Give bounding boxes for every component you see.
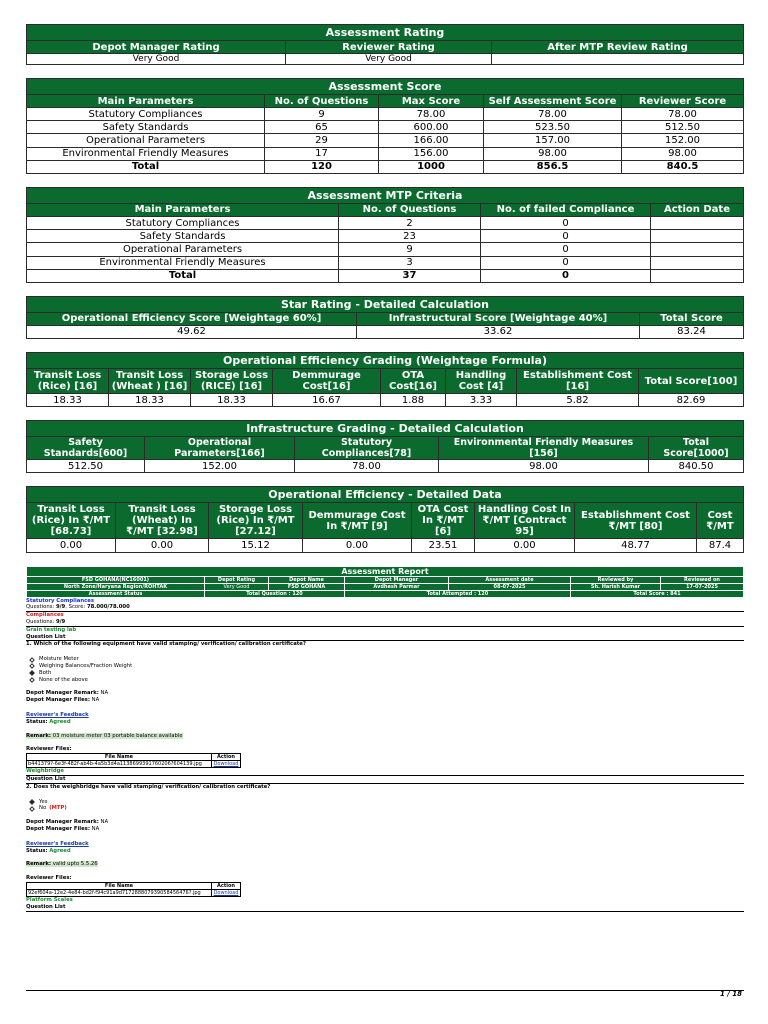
answer-options: [26, 799, 744, 813]
cell: 23.51: [412, 539, 475, 552]
cell: 87.4: [697, 539, 744, 552]
column-header: After MTP Review Rating: [492, 41, 744, 54]
reviewers-feedback-link[interactable]: Reviewer's Feedback: [26, 840, 89, 847]
option-label: Weighing Balances/Fraction Weight: [39, 663, 133, 669]
assessment-rating-table: [26, 24, 744, 65]
report-body: [26, 598, 744, 912]
cell: 0.00: [475, 539, 575, 552]
column-header: Reviewed on: [661, 576, 744, 583]
operational-detailed-data-table: [26, 486, 744, 552]
reviewer-files-table: [26, 882, 241, 897]
cell: 9: [339, 243, 481, 256]
download-link[interactable]: Download: [213, 889, 239, 896]
table-row: [27, 230, 744, 243]
option-label: Both: [39, 669, 52, 676]
column-header: Assessment date: [449, 576, 571, 583]
cell: 600.00: [379, 121, 484, 134]
mtp-tag: (MTP): [49, 805, 67, 812]
question-list-label: Question List: [26, 776, 744, 784]
file-name: b441379?-6e3f-482f-ab4b-4a5b3d4a1138699391760206?604139.jpg: [27, 761, 212, 768]
cell: [651, 269, 744, 282]
cell: 16.67: [273, 394, 381, 407]
cell: Safety Standards: [27, 230, 339, 243]
depot-manager-files: [26, 697, 744, 704]
depot-manager-files: [26, 826, 744, 833]
question-list-label: Question List: [26, 904, 744, 912]
cell: 840.50: [649, 460, 744, 473]
cell: 98.00: [439, 460, 649, 473]
section-heading: Statutory Compliances: [26, 597, 95, 604]
radio-icon: [29, 677, 35, 683]
label: Status:: [26, 718, 48, 725]
cell: 23: [339, 230, 481, 243]
column-header: Operational Parameters[166]: [145, 437, 295, 460]
total-score: Total Score : 841: [571, 590, 744, 597]
group-heading: Grain testing lab: [26, 626, 77, 633]
cell: 166.00: [379, 134, 484, 147]
answer-options: [26, 656, 744, 683]
region-path: North Zone/Haryana Region/ROHTAK: [27, 583, 205, 590]
option-label: No: [39, 805, 47, 812]
reviewer-files-label: Reviewer Files:: [26, 746, 72, 753]
reviewer-files-table: [26, 753, 241, 768]
status-badge: Agreed: [49, 847, 71, 854]
option[interactable]: [30, 799, 744, 806]
cell: 49.62: [27, 325, 357, 338]
cell: Statutory Compliances: [27, 216, 339, 229]
infrastructure-grading-table: [26, 420, 744, 473]
cell: 0: [481, 269, 651, 282]
cell: [651, 216, 744, 229]
option[interactable]: [30, 677, 744, 684]
cell: 18.33: [109, 394, 191, 407]
cell: Safety Standards: [27, 121, 265, 134]
cell: 78.00: [295, 460, 439, 473]
table-title: Assessment Rating: [27, 25, 744, 41]
column-header: Main Parameters: [27, 95, 265, 108]
column-header: Action: [212, 882, 241, 889]
cell: 0: [481, 243, 651, 256]
reviewer-remark: [26, 861, 744, 868]
label: Remark:: [26, 861, 52, 868]
value: valid upto 5.5.26: [52, 861, 98, 868]
cell: 120: [265, 160, 379, 173]
cell: 5.82: [517, 394, 639, 407]
column-header: Depot Manager Rating: [27, 41, 286, 54]
column-header: Safety Standards[600]: [27, 437, 145, 460]
cell: 0.00: [27, 539, 116, 552]
cell: 152.00: [145, 460, 295, 473]
radio-icon: [29, 664, 35, 670]
column-header: Transit Loss (Rice) In ₹/MT [68.73]: [27, 503, 116, 539]
column-header: Depot Manager: [345, 576, 449, 583]
cell: 152.00: [622, 134, 744, 147]
table-row: [27, 216, 744, 229]
depot-rating: Very Good: [205, 583, 269, 590]
column-header: Action Date: [651, 203, 744, 216]
cell: 78.00: [379, 108, 484, 121]
group-heading: Weighbridge: [26, 768, 744, 776]
review-status: [26, 848, 744, 855]
depot-manager-rating: Very Good: [27, 54, 286, 65]
column-header: Self Assessment Score: [484, 95, 622, 108]
cell: Statutory Compliances: [27, 108, 265, 121]
cell: 9: [265, 108, 379, 121]
column-header: Demmurage Cost[16]: [273, 369, 381, 394]
column-header: No. of Questions: [265, 95, 379, 108]
question-count: 9/9: [55, 619, 66, 626]
option[interactable]: [30, 656, 744, 663]
cell: [651, 243, 744, 256]
table-title: Star Rating - Detailed Calculation: [27, 296, 744, 312]
cell: 15.12: [209, 539, 303, 552]
label: Remark:: [26, 732, 52, 739]
table-title: Assessment MTP Criteria: [27, 187, 744, 203]
column-header: Reviewer Score: [622, 95, 744, 108]
cell: 0: [481, 256, 651, 269]
cell: 18.33: [191, 394, 273, 407]
cell: 1.88: [381, 394, 446, 407]
subsection-heading: Compliances: [26, 612, 64, 619]
column-header: Depot Rating: [205, 576, 269, 583]
cell: 78.00: [484, 108, 622, 121]
cell: 65: [265, 121, 379, 134]
depot-manager: Avdhesh Parmar: [345, 583, 449, 590]
value: NA: [91, 825, 100, 832]
option[interactable]: [30, 670, 744, 677]
option[interactable]: [30, 805, 744, 812]
cell: 3.33: [446, 394, 517, 407]
cell: [651, 256, 744, 269]
table-title: Operational Efficiency - Detailed Data: [27, 487, 744, 503]
option-label: Moisture Meter: [39, 656, 79, 663]
table-row: [27, 108, 744, 121]
cell: Operational Parameters: [27, 134, 265, 147]
column-header: Depot Name: [269, 576, 345, 583]
reviewer-remark: [26, 733, 744, 740]
table-title: Assessment Score: [27, 79, 744, 95]
question-list-label: Question List: [26, 634, 744, 642]
column-header: Environmental Friendly Measures [156]: [439, 437, 649, 460]
table-row: [27, 256, 744, 269]
cell: 0.00: [116, 539, 209, 552]
subsection-summary: [26, 619, 744, 627]
column-header: Transit Loss (Wheat ) [16]: [109, 369, 191, 394]
column-header: Main Parameters: [27, 203, 339, 216]
assessment-date: 08-07-2025: [449, 583, 571, 590]
depot-code: FSD GOHANA(NC16001): [27, 576, 205, 583]
footer-divider: [26, 990, 744, 991]
assessment-status-label: Assessment Status: [27, 590, 205, 597]
cell: 840.5: [622, 160, 744, 173]
label: Depot Manager Remark:: [26, 819, 99, 826]
cell: Environmental Friendly Measures: [27, 147, 265, 160]
assessment-score-table: [26, 78, 744, 174]
reviewer-rating: Very Good: [286, 54, 492, 65]
table-row: [27, 134, 744, 147]
cell: Operational Parameters: [27, 243, 339, 256]
label: Status:: [26, 847, 48, 854]
cell: 98.00: [622, 147, 744, 160]
cell: 37: [339, 269, 481, 282]
label: Depot Manager Remark:: [26, 690, 99, 697]
column-header: Handling Cost In ₹/MT [Contract 95]: [475, 503, 575, 539]
reviewed-on: 17-07-2025: [661, 583, 744, 590]
report-title: Assessment Report: [27, 566, 744, 576]
column-header: OTA Cost[16]: [381, 369, 446, 394]
depot-manager-remark: [26, 819, 744, 826]
column-header: Total Score: [640, 312, 744, 325]
cell: 29: [265, 134, 379, 147]
column-header: Reviewer Rating: [286, 41, 492, 54]
cell: 512.50: [27, 460, 145, 473]
option[interactable]: [30, 663, 744, 670]
column-header: File Name: [27, 754, 212, 761]
cell: 0: [481, 216, 651, 229]
column-header: Total Score[100]: [639, 369, 744, 394]
question-count: 9/9: [55, 604, 66, 611]
cell: Total: [27, 269, 339, 282]
label: , Score:: [65, 604, 86, 611]
cell: 856.5: [484, 160, 622, 173]
column-header: Statutory Compliances[78]: [295, 437, 439, 460]
report-page: [26, 24, 744, 912]
column-header: Demmurage Cost In ₹/MT [9]: [303, 503, 412, 539]
column-header: Establishment Cost [16]: [517, 369, 639, 394]
section-summary: [26, 604, 744, 612]
download-link[interactable]: Download: [213, 761, 239, 768]
column-header: Reviewed by: [571, 576, 661, 583]
cell: 0: [481, 230, 651, 243]
section-score: 78.000/78.000: [86, 604, 130, 611]
after-mtp-rating: [492, 54, 744, 65]
total-question: Total Question : 120: [205, 590, 345, 597]
assessment-report-table: [26, 566, 744, 598]
label: Questions:: [26, 619, 55, 626]
value: NA: [100, 690, 109, 697]
cell: 157.00: [484, 134, 622, 147]
cell: 3: [339, 256, 481, 269]
column-header: Action: [212, 754, 241, 761]
cell: 1000: [379, 160, 484, 173]
column-header: OTA Cost In ₹/MT [6]: [412, 503, 475, 539]
value: 03 moisture meter 03 portable balance available: [52, 732, 183, 739]
cell: Environmental Friendly Measures: [27, 256, 339, 269]
column-header: File Name: [27, 882, 212, 889]
option-label: Yes: [39, 798, 48, 805]
page-number: 1 / 18: [719, 990, 742, 998]
reviewer-files-label: Reviewer Files:: [26, 875, 72, 882]
status-badge: Agreed: [49, 718, 71, 725]
question-text: 1. Which of the following equipment have valid stamping/ verification/ calibration certificate?: [26, 641, 306, 648]
option-label: None of the above: [39, 676, 88, 683]
reviewed-by: Sh. Harish Kumar: [571, 583, 661, 590]
table-row: [27, 243, 744, 256]
file-name: 92ef604a-12e2-4e84-bd2f-f94c91a9d717288807939058456476?.jpg: [27, 889, 212, 896]
cell: 98.00: [484, 147, 622, 160]
column-header: Cost ₹/MT: [697, 503, 744, 539]
mtp-criteria-table: [26, 187, 744, 283]
column-header: Transit Loss (Wheat) In ₹/MT [32.98]: [116, 503, 209, 539]
value: NA: [91, 697, 100, 704]
cell: 48.77: [575, 539, 697, 552]
radio-selected-icon: [29, 670, 35, 676]
review-status: [26, 719, 744, 726]
table-row: [27, 147, 744, 160]
cell: Total: [27, 160, 265, 173]
column-header: Max Score: [379, 95, 484, 108]
table-row: [27, 121, 744, 134]
reviewers-feedback-link[interactable]: Reviewer's Feedback: [26, 711, 89, 718]
table-title: Operational Efficiency Grading (Weightage Formula): [27, 353, 744, 369]
cell: 18.33: [27, 394, 109, 407]
cell: 78.00: [622, 108, 744, 121]
column-header: Establishment Cost ₹/MT [80]: [575, 503, 697, 539]
cell: 33.62: [357, 325, 640, 338]
cell: 17: [265, 147, 379, 160]
depot-name: FSD GOHANA: [269, 583, 345, 590]
label: Depot Manager Files:: [26, 697, 90, 704]
column-header: Total Score[1000]: [649, 437, 744, 460]
star-rating-table: [26, 296, 744, 339]
depot-manager-remark: [26, 690, 744, 697]
cell: 523.50: [484, 121, 622, 134]
question-text: 2. Does the weighbridge have valid stamping/ verification/ calibration certificate?: [26, 783, 271, 790]
cell: 512.50: [622, 121, 744, 134]
total-attempted: Total Attempted : 120: [345, 590, 571, 597]
cell: 0.00: [303, 539, 412, 552]
cell: 83.24: [640, 325, 744, 338]
label: Questions:: [26, 604, 55, 611]
radio-selected-icon: [29, 799, 35, 805]
value: NA: [100, 819, 109, 826]
column-header: Operational Efficiency Score [Weightage 60%]: [27, 312, 357, 325]
cell: 2: [339, 216, 481, 229]
column-header: Storage Loss (RICE) [16]: [191, 369, 273, 394]
label: Depot Manager Files:: [26, 825, 90, 832]
cell: 82.69: [639, 394, 744, 407]
total-row: [27, 269, 744, 282]
column-header: Transit Loss (Rice) [16]: [27, 369, 109, 394]
column-header: Infrastructural Score [Weightage 40%]: [357, 312, 640, 325]
total-row: [27, 160, 744, 173]
column-header: Handling Cost [4]: [446, 369, 517, 394]
radio-icon: [29, 657, 35, 663]
radio-icon: [29, 806, 35, 812]
table-title: Infrastructure Grading - Detailed Calculation: [27, 421, 744, 437]
cell: [651, 230, 744, 243]
column-header: No. of failed Compliance: [481, 203, 651, 216]
operational-grading-table: [26, 352, 744, 407]
column-header: No. of Questions: [339, 203, 481, 216]
group-heading: Platform Scales: [26, 896, 73, 903]
column-header: Storage Loss (Rice) In ₹/MT [27.12]: [209, 503, 303, 539]
cell: 156.00: [379, 147, 484, 160]
